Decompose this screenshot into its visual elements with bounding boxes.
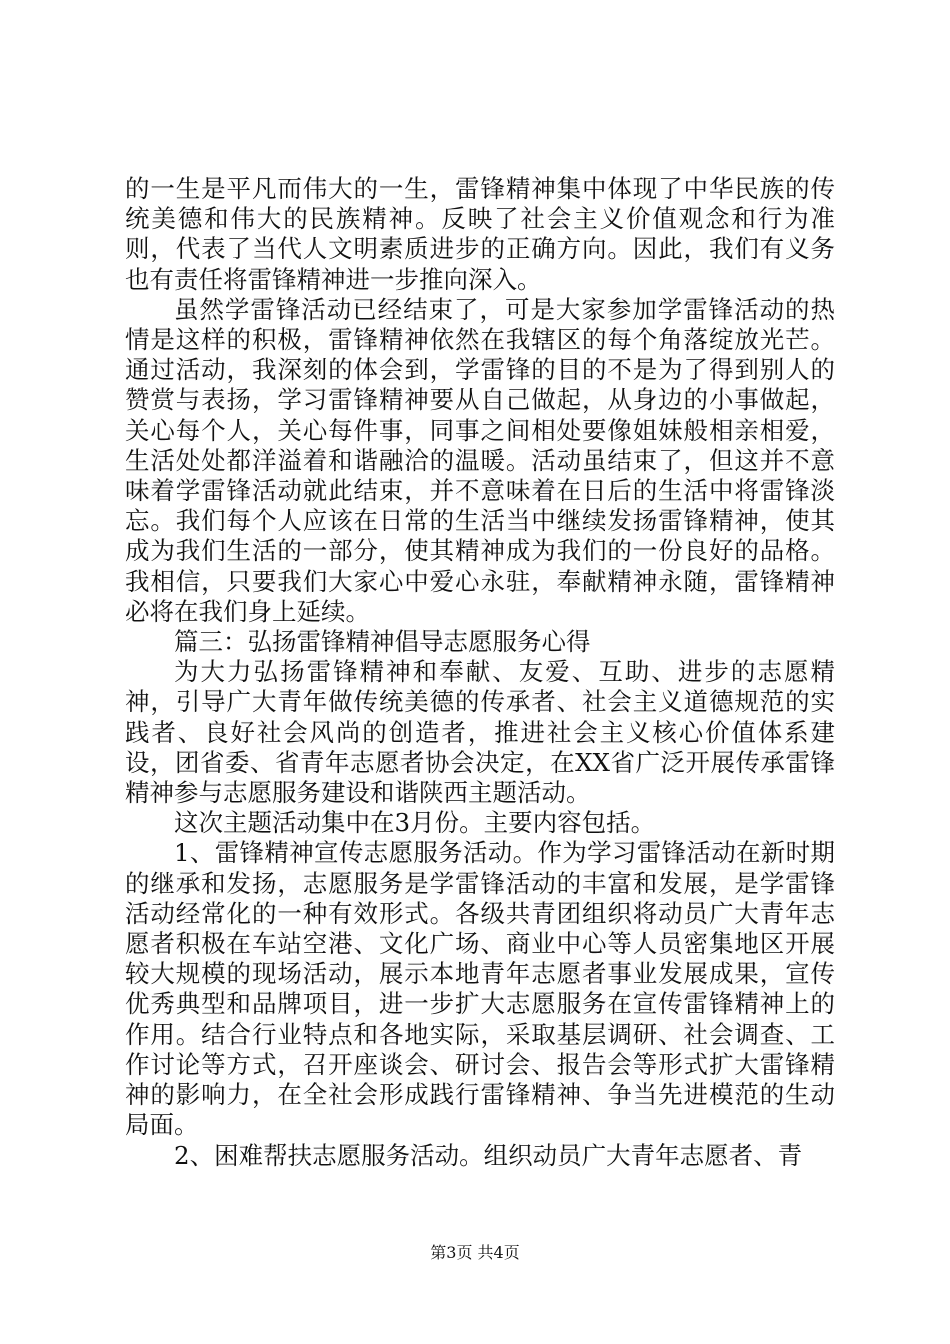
paragraph: 这次主题活动集中在3月份。主要内容包括。 <box>174 808 656 838</box>
paragraph: 1、雷锋精神宣传志愿服务活动。作为学习雷锋活动在新时期的继承和发扬，志愿服务是学雷锋活动的丰富和发展，是学雷锋活动经常化的一种有效形式。各级共青团组织将动员广大青年志愿者积极在车站空港、文化广场、商业中心等人员密集地区开展较大规模的现场活动，展示本地青年志愿者事业发展成果，宣传优秀典型和品牌项目，进一步扩大志愿服务在宣传雷锋精神上的作用。结合行业特点和各地实际，采取基层调研、社会调查、工作讨论等方式，召开座谈会、研讨会、报告会等形式扩大雷锋精神的影响力，在全社会形成践行雷锋精神、争当先进模范的生动局面。 <box>125 838 835 1140</box>
page-number-footer: 第3页 共4页 <box>430 1243 520 1262</box>
document-body <box>125 174 835 1171</box>
paragraph-continuation: 的一生是平凡而伟大的一生，雷锋精神集中体现了中华民族的传统美德和伟大的民族精神。反映了社会主义价值观念和行为准则，代表了当代人文明素质进步的正确方向。因此，我们有义务也有责任将雷锋精神进一步推向深入。 <box>125 174 835 294</box>
paragraph: 为大力弘扬雷锋精神和奉献、友爱、互助、进步的志愿精神，引导广大青年做传统美德的传承者、社会主义道德规范的实践者、良好社会风尚的创造者，推进社会主义核心价值体系建设，团省委、省青年志愿者协会决定，在XX省广泛开展传承雷锋精神参与志愿服务建设和谐陕西主题活动。 <box>125 657 835 808</box>
paragraph: 虽然学雷锋活动已经结束了，可是大家参加学雷锋活动的热情是这样的积极，雷锋精神依然在我辖区的每个角落绽放光芒。通过活动，我深刻的体会到，学雷锋的目的不是为了得到别人的赞赏与表扬，学习雷锋精神要从自己做起，从身边的小事做起，关心每个人，关心每件事，同事之间相处要像姐妹般相亲相爱，生活处处都洋溢着和谐融洽的温暖。活动虽结束了，但这并不意味着学雷锋活动就此结束，并不意味着在日后的生活中将雷锋淡忘。我们每个人应该在日常的生活当中继续发扬雷锋精神，使其成为我们生活的一部分，使其精神成为我们的一份良好的品格。我相信，只要我们大家心中爱心永驻，奉献精神永随，雷锋精神必将在我们身上延续。 <box>125 294 835 626</box>
paragraph: 2、困难帮扶志愿服务活动。组织动员广大青年志愿者、青 <box>174 1140 803 1170</box>
section-heading: 篇三：弘扬雷锋精神倡导志愿服务心得 <box>174 627 591 657</box>
